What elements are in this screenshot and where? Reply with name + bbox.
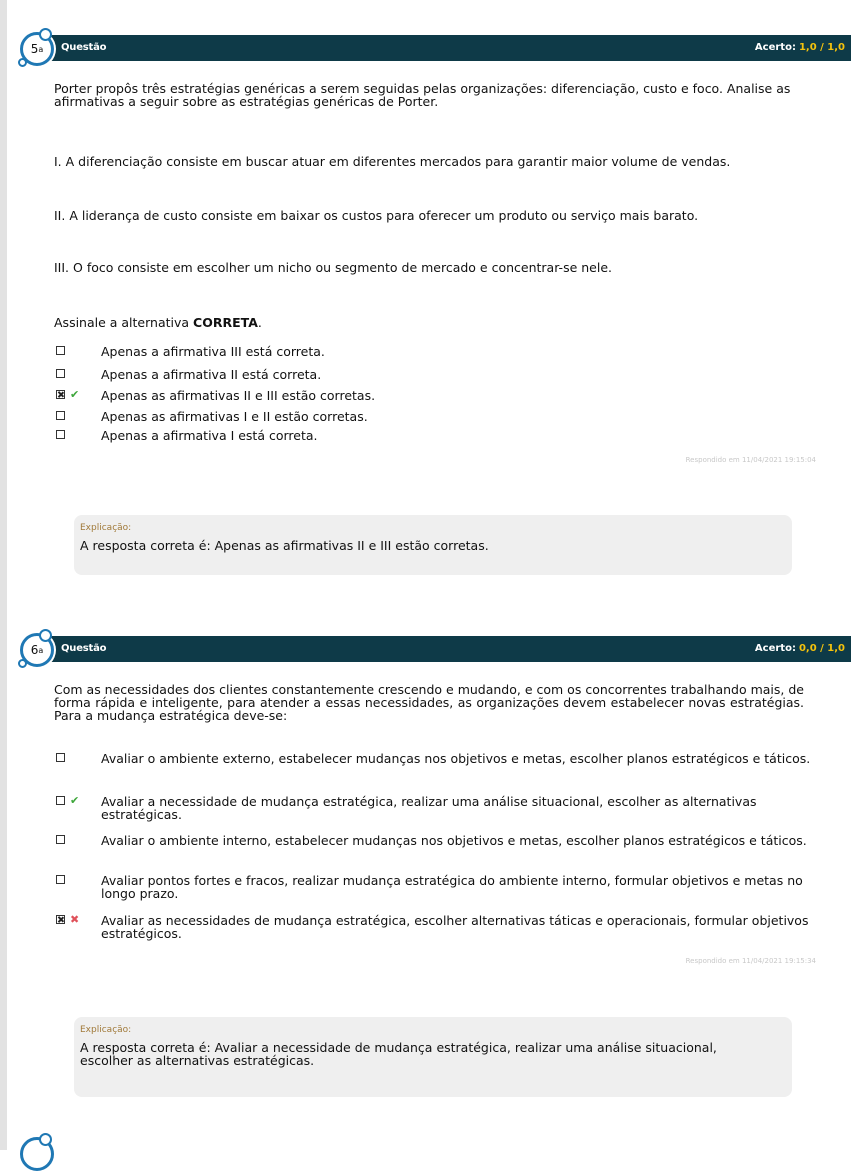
score: Acerto: 0,0 / 1,0	[754, 643, 845, 654]
checkbox[interactable]	[56, 430, 65, 439]
question-6-intro: Com as necessidades dos clientes constantemente crescendo e mudando, e com os concorrentes trabalhando mais, de forma rápida e inteligente, para atender a essas necessidades, as organizações devem estabelecer novas estratégias. Para a mudança estratégica deve-se:	[54, 682, 804, 723]
explanation-label: Explicação:	[80, 523, 132, 533]
wrong-x-icon: ✖	[70, 913, 80, 926]
checkbox[interactable]	[56, 411, 65, 420]
answered-timestamp: Respondido em 11/04/2021 19:15:34	[685, 957, 816, 965]
statement-3: III. O foco consiste em escolher um nicho ou segmento de mercado e concentrar-se nele.	[54, 260, 612, 275]
explanation-box	[74, 515, 792, 575]
question-5-intro: Porter propôs três estratégias genéricas a serem seguidas pelas organizações: diferenciação, custo e foco. Analise as afirmativas a seguir sobre as estratégias genéricas de Porter.	[54, 81, 791, 109]
score-value: 0,0 / 1,0	[798, 643, 845, 654]
score-value: 1,0 / 1,0	[798, 42, 845, 53]
explanation-text: A resposta correta é: Avaliar a necessidade de mudança estratégica, realizar uma análise situacional, escolher as alternativas estratégicas.	[80, 1040, 717, 1068]
question-number-badge: 5 a	[20, 32, 54, 66]
correct-check-icon: ✔	[70, 388, 80, 401]
question-title: Questão	[61, 643, 107, 654]
checkbox[interactable]	[56, 346, 65, 355]
question-6-header	[35, 636, 851, 662]
instruction: Assinale a alternativa CORRETA.	[54, 315, 262, 330]
checkbox[interactable]	[56, 369, 65, 378]
checkbox[interactable]	[56, 753, 65, 762]
left-edge-strip	[0, 0, 7, 1150]
statement-1: I. A diferenciação consiste em buscar atuar em diferentes mercados para garantir maior volume de vendas.	[54, 154, 731, 169]
statement-2: II. A liderança de custo consiste em baixar os custos para oferecer um produto ou serviço mais barato.	[54, 208, 699, 223]
checkbox-checked[interactable]	[56, 390, 65, 399]
score: Acerto: 1,0 / 1,0	[754, 42, 845, 53]
next-question-badge	[20, 1137, 54, 1171]
checkbox[interactable]	[56, 796, 65, 805]
answered-timestamp: Respondido em 11/04/2021 19:15:04	[685, 456, 816, 464]
explanation-label: Explicação:	[80, 1025, 132, 1035]
question-number-badge: 6 a	[20, 633, 54, 667]
correct-check-icon: ✔	[70, 794, 80, 807]
checkbox[interactable]	[56, 835, 65, 844]
explanation-box	[74, 1017, 792, 1097]
checkbox-checked[interactable]	[56, 915, 65, 924]
checkbox[interactable]	[56, 875, 65, 884]
explanation-text: A resposta correta é: Apenas as afirmativas II e III estão corretas.	[80, 538, 489, 553]
question-5-header	[35, 35, 851, 61]
question-title: Questão	[61, 42, 107, 53]
